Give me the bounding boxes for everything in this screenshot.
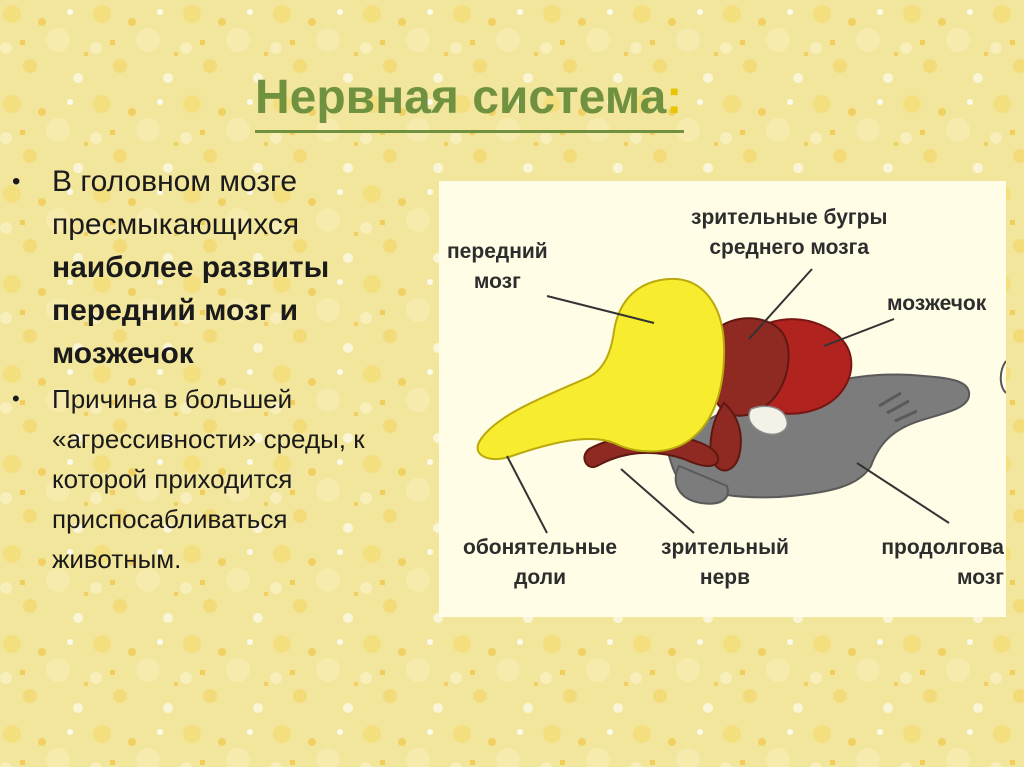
bullet-item-reason: [8, 379, 408, 579]
slide-title-text: Нервная система: [255, 71, 667, 124]
label-medulla-line2: мозг: [957, 566, 1004, 589]
label-forebrain-line1: передний: [447, 240, 548, 263]
bullet-line-bold: наиболее развиты: [52, 251, 330, 284]
bullet-line: «агрессивности» среды, к: [52, 424, 365, 454]
bullet-marker: •: [12, 386, 20, 411]
bullet-line: приспосабливаться: [52, 504, 288, 534]
bullet-text: [52, 379, 365, 579]
leader-medulla: [857, 463, 949, 523]
label-forebrain: [447, 237, 548, 297]
label-optic-lobes-line2: среднего мозга: [709, 236, 870, 259]
label-medulla: [867, 533, 1004, 593]
label-olfactory-line1: обонятельные: [463, 536, 618, 559]
label-optic-nerve: [661, 533, 789, 593]
label-optic-lobes-line1: зрительные бугры: [691, 206, 888, 229]
bullet-line: пресмыкающихся: [52, 208, 300, 241]
bullet-list: [8, 160, 408, 579]
label-cerebellum: мозжечок: [887, 292, 987, 315]
forebrain-shape: [478, 279, 724, 459]
label-optic-nerve-line2: нерв: [699, 566, 751, 589]
bullet-text: [52, 160, 329, 375]
bullet-item-brain: [8, 160, 408, 375]
leader-olfactory: [507, 456, 547, 533]
label-olfactory: [463, 533, 617, 593]
label-optic-lobes: [691, 203, 887, 263]
bullet-line: В головном мозге: [52, 165, 298, 198]
label-medulla-line1: продолгова: [881, 536, 1004, 559]
label-optic-nerve-line1: зрительный: [661, 536, 789, 559]
bullet-line: которой приходится: [52, 464, 293, 494]
label-forebrain-line2: мозг: [473, 270, 521, 293]
brain-figure: [439, 181, 1006, 617]
slide-title: [255, 68, 684, 133]
bullet-line: животным.: [52, 544, 182, 574]
bullet-line-bold: мозжечок: [52, 337, 194, 370]
bullet-line: Причина в большей: [52, 384, 293, 414]
bullet-marker: •: [12, 168, 21, 195]
label-olfactory-line2: доли: [514, 566, 566, 589]
bullet-line-bold: передний мозг и: [52, 294, 299, 327]
edge-fragment: [1001, 361, 1006, 393]
slide-title-colon: :: [666, 71, 683, 124]
